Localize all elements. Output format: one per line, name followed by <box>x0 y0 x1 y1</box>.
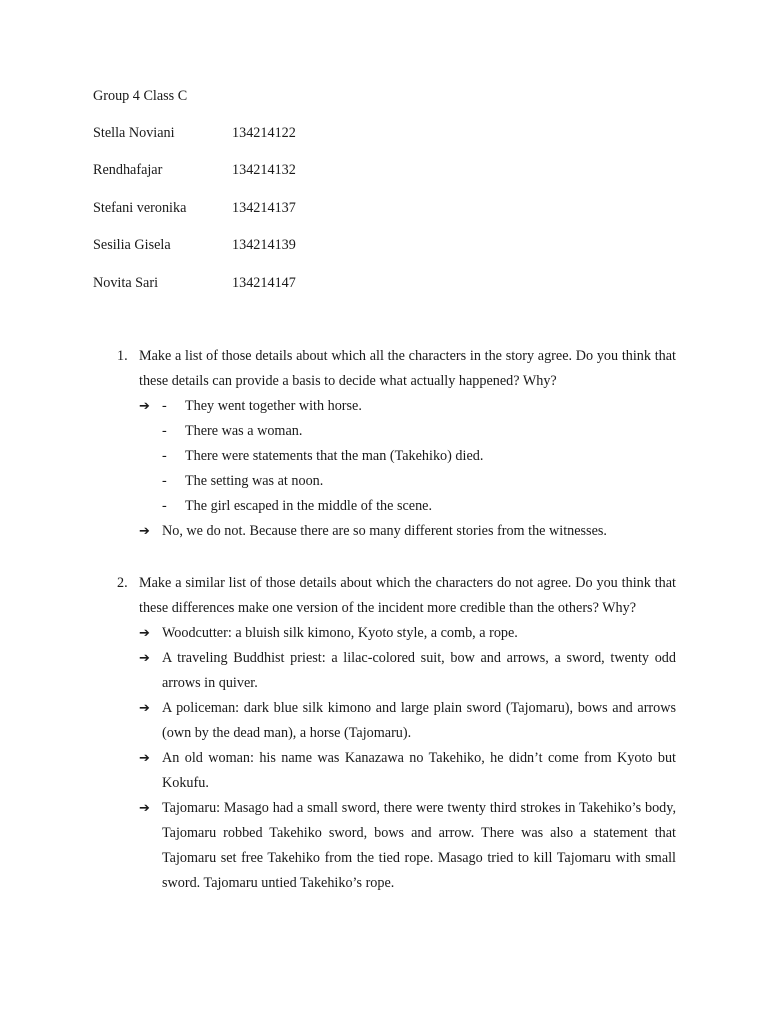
question-number: 2. <box>117 575 128 591</box>
answer-item <box>139 796 676 896</box>
answer-text: A policeman: dark blue silk kimono and large plain sword (Tajomaru), bows and arrows (own by the dead man), a horse (Tajomaru). <box>162 700 676 741</box>
member-row <box>93 235 296 255</box>
group-heading: Group 4 Class C <box>93 88 188 104</box>
question-text: Make a list of those details about which all the characters in the story agree. Do you think that these details can provide a basis to decide what actually happened? Why? <box>139 348 676 389</box>
member-name: Sesilia Gisela <box>93 237 171 253</box>
answer-item <box>139 519 676 544</box>
answer-text: No, we do not. Because there are so many different stories from the witnesses. <box>162 523 607 539</box>
question-1 <box>117 344 676 544</box>
member-id: 134214137 <box>232 200 296 216</box>
member-id: 134214122 <box>232 125 296 141</box>
answer-text: Tajomaru: Masago had a small sword, there were twenty third strokes in Takehiko’s body, Tajomaru robbed Takehiko sword, bows and arrow. There was also a statement that Tajomaru set free Takehiko from the tied rope. Masago tried to kill Tajomaru with small sword. Tajomaru untied Takehiko’s rope. <box>162 800 676 891</box>
answer-text: Woodcutter: a bluish silk kimono, Kyoto style, a comb, a rope. <box>162 625 518 641</box>
answer-text: An old woman: his name was Kanazawa no Takehiko, he didn’t come from Kyoto but Kokufu. <box>162 750 676 791</box>
list-item: - There was a woman. <box>162 423 303 439</box>
member-row <box>93 273 296 293</box>
answer-text: A traveling Buddhist priest: a lilac-colored suit, bow and arrows, a sword, twenty odd arrows in quiver. <box>162 650 676 691</box>
arrow-icon: ➔ <box>139 524 150 539</box>
arrow-icon: ➔ <box>139 399 150 414</box>
agreed-details-list <box>139 394 676 519</box>
answer-item <box>139 621 676 646</box>
arrow-icon: ➔ <box>139 651 150 666</box>
member-id: 134214147 <box>232 275 296 291</box>
question-text: Make a similar list of those details about which the characters do not agree. Do you think that these differences make one version of the incident more credible than the others? Why? <box>139 575 676 616</box>
arrow-icon: ➔ <box>139 801 150 816</box>
answer-item <box>139 646 676 696</box>
list-item: ➔ - They went together with horse. <box>139 394 676 419</box>
detail-text: They went together with horse. <box>185 398 362 414</box>
member-name: Stefani veronika <box>93 200 187 216</box>
list-item: - The setting was at noon. <box>162 473 324 489</box>
arrow-icon: ➔ <box>139 701 150 716</box>
member-name: Novita Sari <box>93 275 159 291</box>
arrow-icon: ➔ <box>139 751 150 766</box>
member-id: 134214132 <box>232 162 296 178</box>
member-id: 134214139 <box>232 237 296 253</box>
member-name: Rendhafajar <box>93 162 163 178</box>
list-item: - The girl escaped in the middle of the scene. <box>162 498 433 514</box>
arrow-icon: ➔ <box>139 626 150 641</box>
answer-item <box>139 696 676 746</box>
member-row <box>93 198 296 218</box>
list-item: - There were statements that the man (Takehiko) died. <box>162 448 484 464</box>
answer-item <box>139 746 676 796</box>
member-name: Stella Noviani <box>93 125 175 141</box>
detail-text: There was a woman. <box>185 423 303 439</box>
detail-text: The setting was at noon. <box>185 473 324 489</box>
detail-text: The girl escaped in the middle of the scene. <box>185 498 433 514</box>
detail-text: There were statements that the man (Takehiko) died. <box>185 448 484 464</box>
member-row <box>93 123 296 143</box>
question-2 <box>117 571 676 896</box>
question-number: 1. <box>117 348 128 364</box>
member-row <box>93 160 296 180</box>
